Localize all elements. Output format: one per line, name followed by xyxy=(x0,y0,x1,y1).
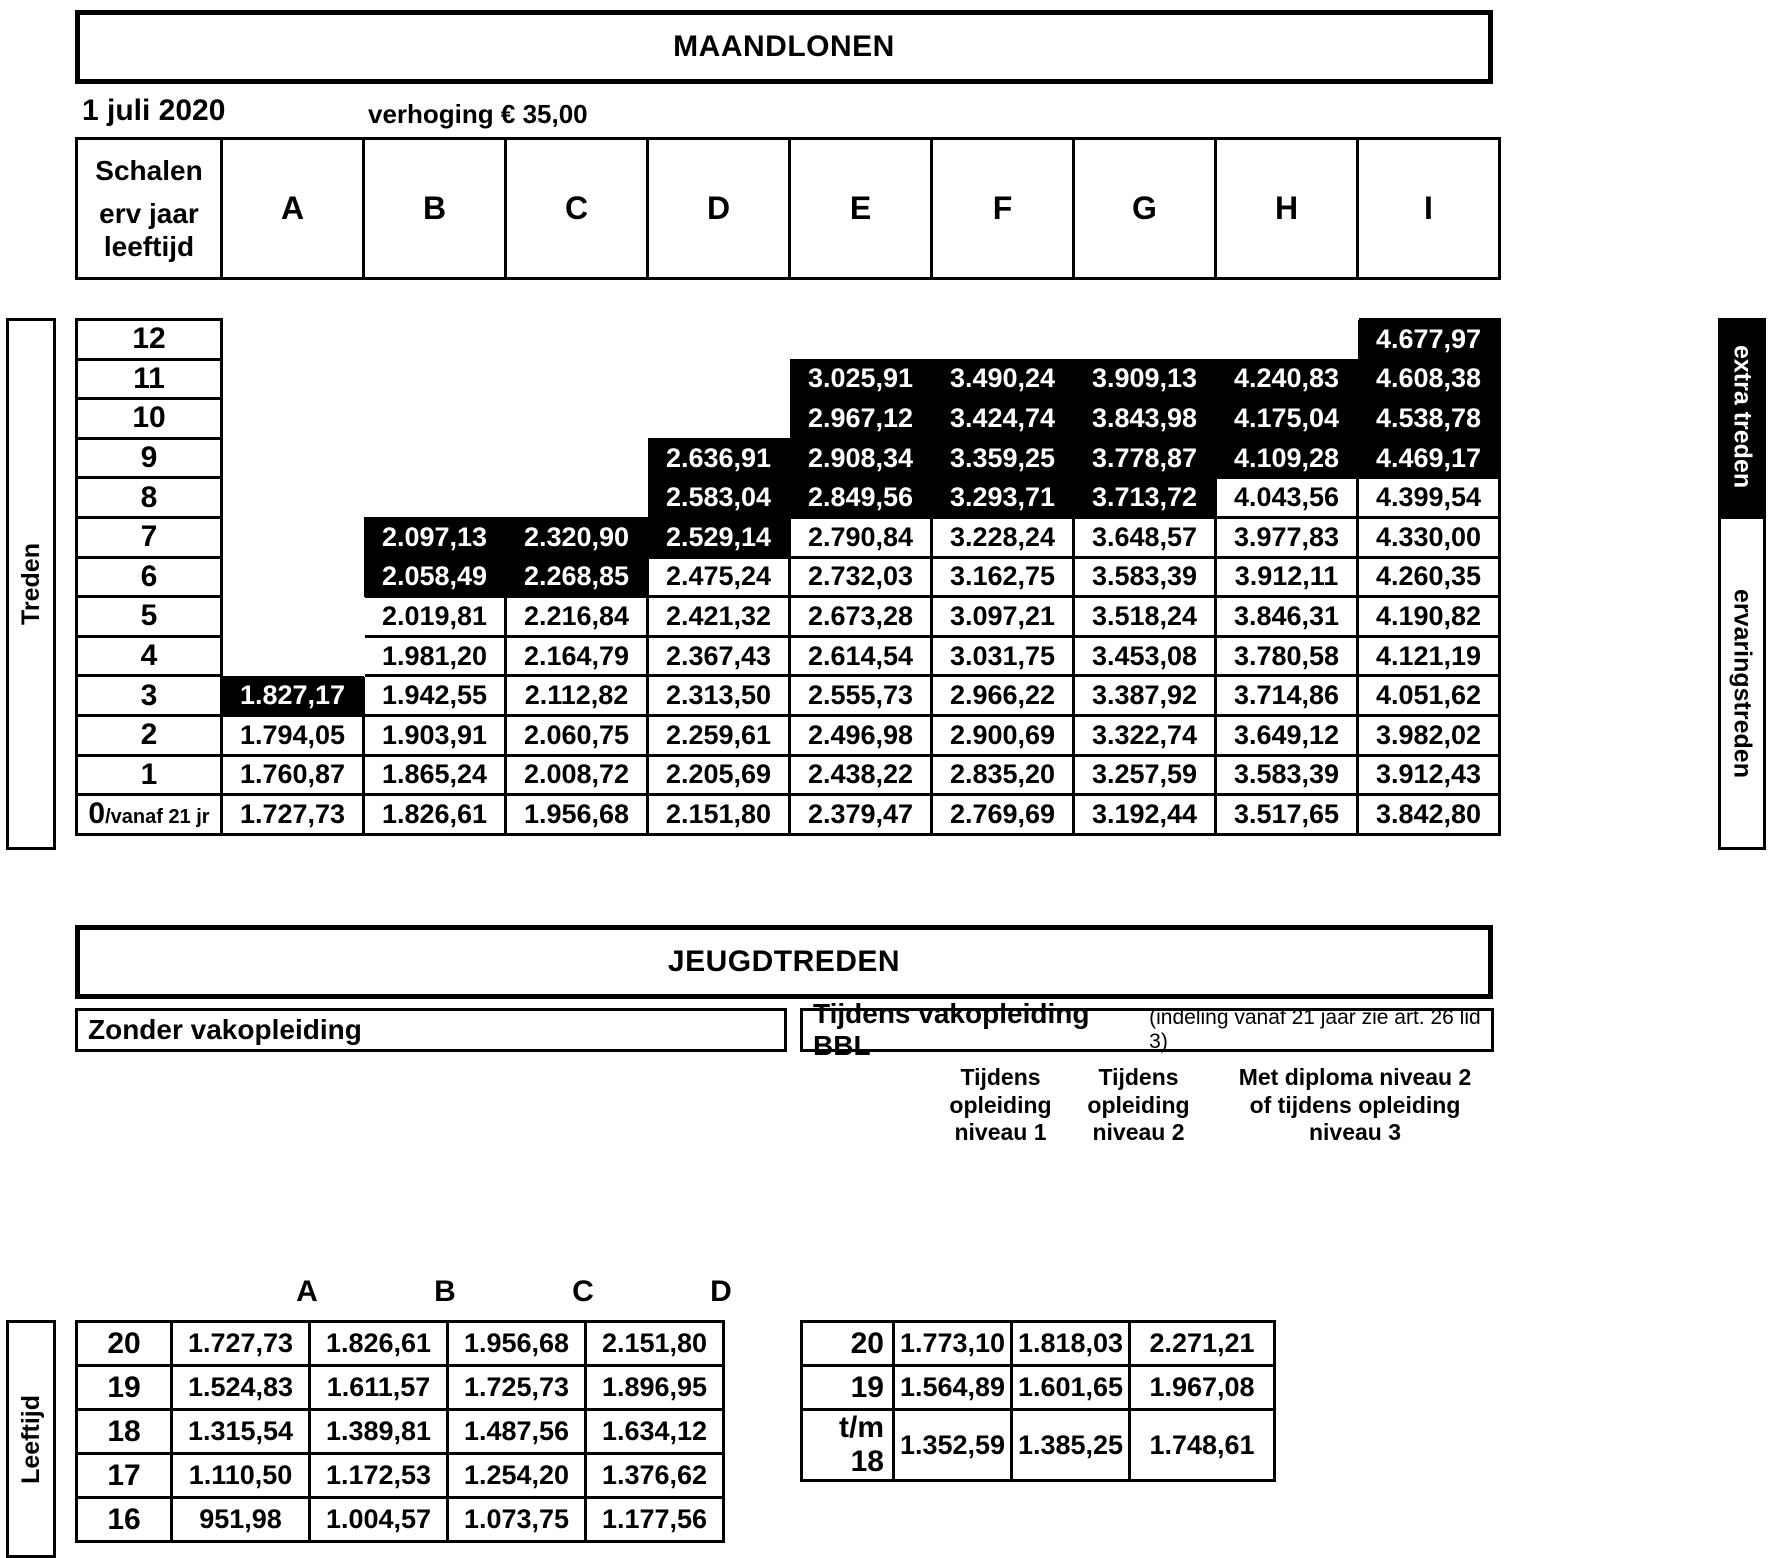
cell-D-2: 2.259,61 xyxy=(648,715,790,755)
bbl-colhead-line: Met diploma niveau 2 xyxy=(1238,1064,1472,1090)
table-row xyxy=(77,755,1500,795)
table-row xyxy=(77,478,1500,518)
cell-F-11: 3.490,24 xyxy=(932,359,1074,399)
extra-treden-text: extra treden xyxy=(1728,345,1757,489)
cell-I-5: 4.190,82 xyxy=(1358,597,1500,637)
bbl-cell-1-tm18: 1.352,59 xyxy=(894,1410,1012,1481)
scale-col-H: H xyxy=(1216,139,1358,279)
cell-C-6: 2.268,85 xyxy=(506,557,648,597)
cell-H-1: 3.583,39 xyxy=(1216,755,1358,795)
cell-F-9: 3.359,25 xyxy=(932,438,1074,478)
table-row xyxy=(77,1454,724,1498)
jeugd-cell-A-16: 951,98 xyxy=(172,1498,310,1542)
bbl-cell-2-tm18: 1.385,25 xyxy=(1012,1410,1130,1481)
table-row xyxy=(77,1498,724,1542)
jeugd-cell-B-16: 1.004,57 xyxy=(310,1498,448,1542)
cell-B-9 xyxy=(364,438,506,478)
cell-B-2: 1.903,91 xyxy=(364,715,506,755)
cell-C-2: 2.060,75 xyxy=(506,715,648,755)
bbl-age-label-tm18: t/m 18 xyxy=(802,1410,894,1481)
cell-A-7 xyxy=(222,517,364,557)
table-row xyxy=(802,1322,1275,1366)
cell-A-5 xyxy=(222,597,364,637)
bbl-cell-3-tm18: 1.748,61 xyxy=(1130,1410,1275,1481)
cell-G-7: 3.648,57 xyxy=(1074,517,1216,557)
bbl-colhead-line: niveau 2 xyxy=(1092,1119,1185,1146)
table-row xyxy=(77,359,1500,399)
cell-A-4 xyxy=(222,636,364,676)
cell-G-12 xyxy=(1074,320,1216,360)
cell-D-8: 2.583,04 xyxy=(648,478,790,518)
zonder-vakopleiding-heading xyxy=(75,1008,787,1052)
cell-H-8: 4.043,56 xyxy=(1216,478,1358,518)
cell-B-12 xyxy=(364,320,506,360)
treden-axis-label xyxy=(6,318,56,850)
treden-axis-text: Treden xyxy=(16,543,45,625)
cell-A-10 xyxy=(222,399,364,439)
cell-D-3: 2.313,50 xyxy=(648,676,790,716)
jeugd-cell-D-16: 1.177,56 xyxy=(586,1498,724,1542)
bbl-colhead-line: opleiding xyxy=(949,1091,1052,1118)
bbl-colhead-line: of tijdens opleiding xyxy=(1249,1091,1461,1118)
cell-F-10: 3.424,74 xyxy=(932,399,1074,439)
age-label-18: 18 xyxy=(77,1410,172,1454)
scale-corner-cell xyxy=(77,139,222,279)
jeugd-cell-B-20: 1.826,61 xyxy=(310,1322,448,1366)
cell-E-7: 2.790,84 xyxy=(790,517,932,557)
step-label-4: 4 xyxy=(77,636,222,676)
cell-A-1: 1.760,87 xyxy=(222,755,364,795)
tijdens-vakopleiding-note: (indeling vanaf 21 jaar zie art. 26 lid 3) xyxy=(1149,1006,1481,1053)
cell-B-1: 1.865,24 xyxy=(364,755,506,795)
cell-I-11: 4.608,38 xyxy=(1358,359,1500,399)
age-label-17: 17 xyxy=(77,1454,172,1498)
cell-H-10: 4.175,04 xyxy=(1216,399,1358,439)
cell-F-12 xyxy=(932,320,1074,360)
step-label-9: 9 xyxy=(77,438,222,478)
step-label-10: 10 xyxy=(77,399,222,439)
cell-D-4: 2.367,43 xyxy=(648,636,790,676)
cell-E-2: 2.496,98 xyxy=(790,715,932,755)
scale-col-G: G xyxy=(1074,139,1216,279)
cell-D-6: 2.475,24 xyxy=(648,557,790,597)
cell-A-0: 1.727,73 xyxy=(222,795,364,835)
cell-F-0: 2.769,69 xyxy=(932,795,1074,835)
cell-I-8: 4.399,54 xyxy=(1358,478,1500,518)
cell-E-10: 2.967,12 xyxy=(790,399,932,439)
table-row xyxy=(77,1366,724,1410)
step-label-7: 7 xyxy=(77,517,222,557)
cell-H-0: 3.517,65 xyxy=(1216,795,1358,835)
cell-F-5: 3.097,21 xyxy=(932,597,1074,637)
jeugd-cell-B-18: 1.389,81 xyxy=(310,1410,448,1454)
step-label-0: 0/vanaf 21 jr xyxy=(77,795,222,835)
scale-col-I: I xyxy=(1358,139,1500,279)
cell-G-9: 3.778,87 xyxy=(1074,438,1216,478)
cell-D-0: 2.151,80 xyxy=(648,795,790,835)
tijdens-vakopleiding-heading xyxy=(800,998,1494,1061)
jeugd-cell-C-19: 1.725,73 xyxy=(448,1366,586,1410)
zonder-vakopleiding-text: Zonder vakopleiding xyxy=(88,1014,362,1045)
cell-D-12 xyxy=(648,320,790,360)
cell-F-1: 2.835,20 xyxy=(932,755,1074,795)
bbl-age-label-20: 20 xyxy=(802,1322,894,1366)
cell-E-3: 2.555,73 xyxy=(790,676,932,716)
table-row xyxy=(802,1366,1275,1410)
cell-G-5: 3.518,24 xyxy=(1074,597,1216,637)
scale-col-F: F xyxy=(932,139,1074,279)
cell-A-6 xyxy=(222,557,364,597)
zonder-vakopleiding-table xyxy=(75,1320,725,1543)
cell-C-8 xyxy=(506,478,648,518)
bbl-age-label-19: 19 xyxy=(802,1366,894,1410)
ervaringstreden-text: ervaringstreden xyxy=(1728,588,1757,778)
bbl-cell-2-19: 1.601,65 xyxy=(1012,1366,1130,1410)
cell-E-5: 2.673,28 xyxy=(790,597,932,637)
step-label-5: 5 xyxy=(77,597,222,637)
cell-I-3: 4.051,62 xyxy=(1358,676,1500,716)
cell-H-5: 3.846,31 xyxy=(1216,597,1358,637)
cell-C-9 xyxy=(506,438,648,478)
cell-G-0: 3.192,44 xyxy=(1074,795,1216,835)
cell-I-12: 4.677,97 xyxy=(1358,320,1500,360)
age-label-19: 19 xyxy=(77,1366,172,1410)
jeugd-cell-D-20: 2.151,80 xyxy=(586,1322,724,1366)
scale-col-D: D xyxy=(648,139,790,279)
jeugd-cell-A-18: 1.315,54 xyxy=(172,1410,310,1454)
cell-I-6: 4.260,35 xyxy=(1358,557,1500,597)
jeugd-cell-D-19: 1.896,95 xyxy=(586,1366,724,1410)
cell-G-3: 3.387,92 xyxy=(1074,676,1216,716)
cell-B-6: 2.058,49 xyxy=(364,557,506,597)
bbl-colhead-line: niveau 1 xyxy=(954,1119,1047,1146)
cell-I-7: 4.330,00 xyxy=(1358,517,1500,557)
scale-header-table xyxy=(75,137,1501,280)
cell-G-4: 3.453,08 xyxy=(1074,636,1216,676)
jeugdtreden-banner xyxy=(75,925,1493,999)
cell-C-4: 2.164,79 xyxy=(506,636,648,676)
cell-H-9: 4.109,28 xyxy=(1216,438,1358,478)
bbl-cell-3-19: 1.967,08 xyxy=(1130,1366,1275,1410)
cell-A-9 xyxy=(222,438,364,478)
jeugd-cell-D-18: 1.634,12 xyxy=(586,1410,724,1454)
step-label-11: 11 xyxy=(77,359,222,399)
cell-D-10 xyxy=(648,399,790,439)
scale-col-E: E xyxy=(790,139,932,279)
cell-A-12 xyxy=(222,320,364,360)
jeugd-col-B: B xyxy=(434,1275,456,1308)
jeugd-cell-B-17: 1.172,53 xyxy=(310,1454,448,1498)
jeugd-cell-D-17: 1.376,62 xyxy=(586,1454,724,1498)
cell-B-5: 2.019,81 xyxy=(364,597,506,637)
bbl-colhead-niveau2 xyxy=(1076,1064,1201,1147)
scale-col-C: C xyxy=(506,139,648,279)
cell-I-10: 4.538,78 xyxy=(1358,399,1500,439)
cell-F-2: 2.900,69 xyxy=(932,715,1074,755)
cell-G-8: 3.713,72 xyxy=(1074,478,1216,518)
table-row xyxy=(77,636,1500,676)
corner-line-ervjaar: erv jaar xyxy=(99,197,199,229)
cell-F-4: 3.031,75 xyxy=(932,636,1074,676)
cell-E-9: 2.908,34 xyxy=(790,438,932,478)
tijdens-vakopleiding-text: Tijdens vakopleiding BBL xyxy=(813,998,1090,1061)
cell-H-12 xyxy=(1216,320,1358,360)
cell-C-3: 2.112,82 xyxy=(506,676,648,716)
cell-I-4: 4.121,19 xyxy=(1358,636,1500,676)
table-row xyxy=(77,399,1500,439)
table-row xyxy=(77,795,1500,835)
cell-H-11: 4.240,83 xyxy=(1216,359,1358,399)
bbl-cell-1-20: 1.773,10 xyxy=(894,1322,1012,1366)
cell-F-7: 3.228,24 xyxy=(932,517,1074,557)
bbl-colhead-line: Tijdens xyxy=(1098,1064,1179,1090)
step-label-2: 2 xyxy=(77,715,222,755)
jeugd-col-A: A xyxy=(296,1275,318,1308)
cell-A-8 xyxy=(222,478,364,518)
scale-col-A: A xyxy=(222,139,364,279)
cell-F-8: 3.293,71 xyxy=(932,478,1074,518)
table-row xyxy=(77,1410,724,1454)
cell-G-1: 3.257,59 xyxy=(1074,755,1216,795)
cell-H-6: 3.912,11 xyxy=(1216,557,1358,597)
step-label-6: 6 xyxy=(77,557,222,597)
cell-B-0: 1.826,61 xyxy=(364,795,506,835)
cell-D-9: 2.636,91 xyxy=(648,438,790,478)
effective-date: 1 juli 2020 xyxy=(82,94,226,127)
increase-amount: verhoging € 35,00 xyxy=(368,99,588,129)
table-row xyxy=(77,1322,724,1366)
age-label-16: 16 xyxy=(77,1498,172,1542)
table-row xyxy=(77,715,1500,755)
table-row xyxy=(77,557,1500,597)
cell-G-2: 3.322,74 xyxy=(1074,715,1216,755)
cell-E-4: 2.614,54 xyxy=(790,636,932,676)
bbl-colhead-line: niveau 3 xyxy=(1308,1119,1402,1146)
cell-E-8: 2.849,56 xyxy=(790,478,932,518)
cell-C-12 xyxy=(506,320,648,360)
table-row xyxy=(77,597,1500,637)
jeugd-col-C: C xyxy=(572,1275,594,1308)
cell-F-6: 3.162,75 xyxy=(932,557,1074,597)
leeftijd-axis-label xyxy=(6,1320,56,1558)
cell-D-5: 2.421,32 xyxy=(648,597,790,637)
bbl-colhead-line: Tijdens xyxy=(960,1064,1041,1090)
cell-E-0: 2.379,47 xyxy=(790,795,932,835)
table-row xyxy=(77,438,1500,478)
cell-D-7: 2.529,14 xyxy=(648,517,790,557)
maandlonen-title: MAANDLONEN xyxy=(673,30,895,63)
cell-I-0: 3.842,80 xyxy=(1358,795,1500,835)
jeugd-col-D: D xyxy=(710,1275,732,1308)
cell-B-3: 1.942,55 xyxy=(364,676,506,716)
jeugdtreden-title: JEUGDTREDEN xyxy=(667,945,901,978)
cell-C-1: 2.008,72 xyxy=(506,755,648,795)
cell-A-3: 1.827,17 xyxy=(222,676,364,716)
cell-G-10: 3.843,98 xyxy=(1074,399,1216,439)
cell-C-11 xyxy=(506,359,648,399)
jeugd-cell-C-18: 1.487,56 xyxy=(448,1410,586,1454)
cell-H-7: 3.977,83 xyxy=(1216,517,1358,557)
cell-F-3: 2.966,22 xyxy=(932,676,1074,716)
cell-A-11 xyxy=(222,359,364,399)
cell-I-1: 3.912,43 xyxy=(1358,755,1500,795)
age-label-20: 20 xyxy=(77,1322,172,1366)
cell-C-5: 2.216,84 xyxy=(506,597,648,637)
cell-H-2: 3.649,12 xyxy=(1216,715,1358,755)
cell-E-1: 2.438,22 xyxy=(790,755,932,795)
cell-B-10 xyxy=(364,399,506,439)
scale-col-B: B xyxy=(364,139,506,279)
cell-G-6: 3.583,39 xyxy=(1074,557,1216,597)
step-label-12: 12 xyxy=(77,320,222,360)
jeugd-cell-C-17: 1.254,20 xyxy=(448,1454,586,1498)
table-row xyxy=(802,1410,1275,1481)
bbl-colhead-niveau1 xyxy=(938,1064,1063,1147)
cell-A-2: 1.794,05 xyxy=(222,715,364,755)
cell-C-0: 1.956,68 xyxy=(506,795,648,835)
cell-C-7: 2.320,90 xyxy=(506,517,648,557)
jeugd-cell-A-20: 1.727,73 xyxy=(172,1322,310,1366)
bbl-colhead-niveau3 xyxy=(1210,1064,1500,1147)
cell-E-11: 3.025,91 xyxy=(790,359,932,399)
table-row xyxy=(77,676,1500,716)
cell-C-10 xyxy=(506,399,648,439)
step-label-1: 1 xyxy=(77,755,222,795)
ervaringstreden-label xyxy=(1718,516,1766,850)
bbl-colhead-line: opleiding xyxy=(1087,1091,1190,1118)
leeftijd-axis-text: Leeftijd xyxy=(16,1394,45,1484)
cell-H-4: 3.780,58 xyxy=(1216,636,1358,676)
jeugd-cell-A-17: 1.110,50 xyxy=(172,1454,310,1498)
step-label-8: 8 xyxy=(77,478,222,518)
cell-E-12 xyxy=(790,320,932,360)
extra-treden-label xyxy=(1718,318,1766,516)
table-row xyxy=(77,320,1500,360)
cell-B-7: 2.097,13 xyxy=(364,517,506,557)
cell-G-11: 3.909,13 xyxy=(1074,359,1216,399)
corner-line-schalen: Schalen xyxy=(95,154,203,186)
jeugd-cell-C-16: 1.073,75 xyxy=(448,1498,586,1542)
bbl-cell-1-19: 1.564,89 xyxy=(894,1366,1012,1410)
bbl-table xyxy=(800,1320,1276,1482)
cell-H-3: 3.714,86 xyxy=(1216,676,1358,716)
jeugd-cell-C-20: 1.956,68 xyxy=(448,1322,586,1366)
maandlonen-banner xyxy=(75,10,1493,84)
table-row xyxy=(77,517,1500,557)
scale-header-row xyxy=(77,139,1500,279)
cell-I-2: 3.982,02 xyxy=(1358,715,1500,755)
cell-I-9: 4.469,17 xyxy=(1358,438,1500,478)
corner-line-leeftijd: leeftijd xyxy=(103,231,195,263)
bbl-cell-2-20: 1.818,03 xyxy=(1012,1322,1130,1366)
step-label-3: 3 xyxy=(77,676,222,716)
cell-B-8 xyxy=(364,478,506,518)
bbl-cell-3-20: 2.271,21 xyxy=(1130,1322,1275,1366)
jeugd-cell-A-19: 1.524,83 xyxy=(172,1366,310,1410)
cell-B-4: 1.981,20 xyxy=(364,636,506,676)
jeugd-cell-B-19: 1.611,57 xyxy=(310,1366,448,1410)
scale-body-table xyxy=(75,318,1501,836)
cell-B-11 xyxy=(364,359,506,399)
cell-E-6: 2.732,03 xyxy=(790,557,932,597)
cell-D-1: 2.205,69 xyxy=(648,755,790,795)
cell-D-11 xyxy=(648,359,790,399)
